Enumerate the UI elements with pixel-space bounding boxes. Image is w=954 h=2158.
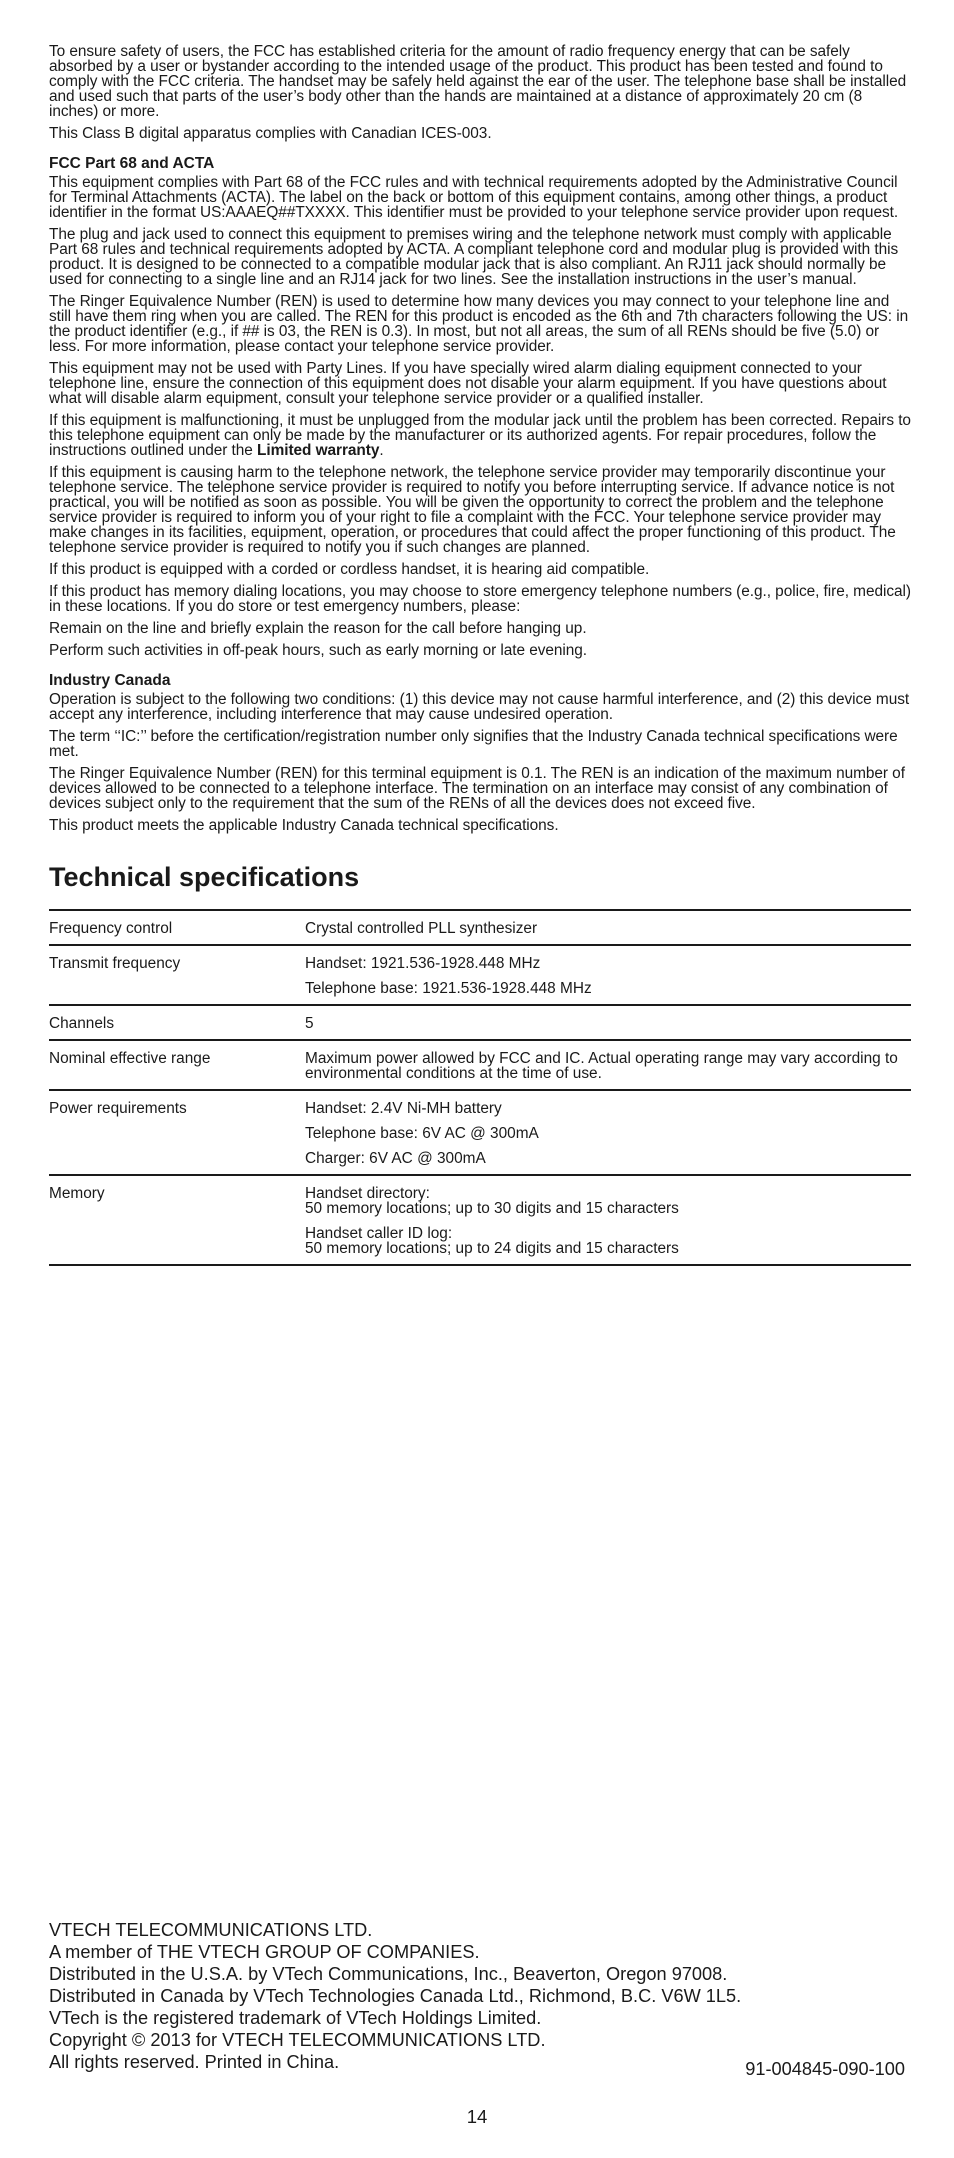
section-title-technical-specifications: Technical specifications: [49, 862, 360, 892]
spec-row: [49, 1005, 911, 1040]
paragraph-party-lines: This equipment may not be used with Party Lines. If you have specially wired alarm dialing equipment connected to your telephone line, ensure the connection of this equipment does not disable your alarm equipment. If you have questions about what will disable alarm equipment, consult your telephone service provider or a qualified installer.: [49, 360, 887, 407]
spec-value-line: Telephone base: 6V AC @ 300mA: [305, 1125, 539, 1142]
paragraph-emergency-numbers: If this product has memory dialing locations, you may choose to store emergency telephone numbers (e.g., police, fire, medical) in these locations. If you do store or test emergency numbers, please:: [49, 583, 911, 615]
footer-line: Copyright © 2013 for VTECH TELECOMMUNICATIONS LTD.: [49, 2030, 546, 2050]
paragraph-ices: This Class B digital apparatus complies with Canadian ICES-003.: [49, 125, 492, 142]
specifications-table: [49, 909, 911, 1266]
spec-value-line: Handset caller ID log: 50 memory locations; up to 24 digits and 15 characters: [305, 1225, 679, 1257]
spec-row: [49, 1040, 911, 1090]
heading-fcc-part-68: FCC Part 68 and ACTA: [49, 155, 215, 172]
paragraph-ic-ren: The Ringer Equivalence Number (REN) for this terminal equipment is 0.1. The REN is an indication of the maximum number of devices allowed to be connected to a telephone interface. The termination on an interface may consist of any combination of devices subject only to the requirement that the sum of the RENs of all the devices does not exceed five.: [49, 765, 905, 812]
spec-value: [305, 1005, 911, 1040]
spec-value: [305, 910, 911, 945]
spec-label: Memory: [49, 1175, 305, 1265]
paragraph-rf-safety: To ensure safety of users, the FCC has established criteria for the amount of radio frequency energy that can be safely absorbed by a user or bystander according to the intended usage of the product. This product has been tested and found to comply with the FCC criteria. The handset may be safely held against the ear of the user. The telephone base shall be installed and used such that parts of the user’s body other than the hands are maintained at a distance of approximately 20 cm (8 inches) or more.: [49, 43, 907, 120]
spec-label: Channels: [49, 1005, 305, 1040]
paragraph-part-68-compliance: This equipment complies with Part 68 of the FCC rules and with technical requirements adopted by the Administrative Council for Terminal Attachments (ACTA). The label on the back or bottom of this equipment contains, among other things, a product identifier in the format US:AAAEQ##TXXXX. This identifier must be provided to your telephone service provider upon request.: [49, 174, 899, 221]
spec-value-line: Handset directory: 50 memory locations; up to 30 digits and 15 characters: [305, 1185, 679, 1217]
spec-label: Power requirements: [49, 1090, 305, 1175]
paragraph-off-peak: Perform such activities in off-peak hours, such as early morning or late evening.: [49, 642, 588, 659]
spec-value: [305, 1040, 911, 1090]
spec-value: [305, 945, 911, 1005]
malfunction-text: If this equipment is malfunctioning, it must be unplugged from the modular jack until the problem has been corrected. Repairs to this telephone equipment can only be made by the manufacturer or its authorized agents. For repair procedures, follow the instructions outlined under the: [49, 412, 911, 459]
paragraph-ic-term: The term ‘‘IC:’’ before the certification/registration number only signifies that the Industry Canada technical specifications were met.: [49, 728, 898, 760]
paragraph-network-harm: If this equipment is causing harm to the telephone network, the telephone service provider may temporarily discontinue your telephone service. The telephone service provider is required to notify you before interrupting service. If advance notice is not practical, you will be notified as soon as possible. You will be given the opportunity to correct the problem and the telephone service provider is required to inform you of your right to file a complaint with the FCC. Your telephone service provider may make changes in its facilities, equipment, operation, or procedures that could affect the proper functioning of this product. The telephone service provider is required to notify you if such changes are planned.: [49, 464, 896, 556]
spec-row: [49, 1175, 911, 1265]
page-number: 14: [466, 2106, 488, 2127]
spec-value-line: Crystal controlled PLL synthesizer: [305, 920, 538, 937]
footer-company-info: [49, 1919, 911, 2073]
paragraph-operation-conditions: Operation is subject to the following two conditions: (1) this device may not cause harmful interference, and (2) this device must accept any interference, including interference that may cause undesired operation.: [49, 691, 910, 723]
spec-value: [305, 1090, 911, 1175]
paragraph-plug-jack: The plug and jack used to connect this equipment to premises wiring and the telephone network must comply with applicable Part 68 rules and technical requirements adopted by ACTA. A compliant telephone cord and modular plug is provided with this product. It is designed to be connected to a compatible modular jack that is also compliant. An RJ11 jack should normally be used for connecting to a single line and an RJ14 jack for two lines. See the installation instructions in the user’s manual.: [49, 226, 899, 288]
footer-line: All rights reserved. Printed in China.: [49, 2052, 340, 2072]
spec-value-line: Handset: 2.4V Ni-MH battery: [305, 1100, 502, 1117]
paragraph-malfunction: [49, 413, 911, 458]
footer-line: VTECH TELECOMMUNICATIONS LTD.: [49, 1920, 373, 1940]
part-number: 91-004845-090-100: [745, 2059, 905, 2079]
spec-value-line: Telephone base: 1921.536-1928.448 MHz: [305, 980, 592, 997]
footer-line: Distributed in Canada by VTech Technologies Canada Ltd., Richmond, B.C. V6W 1L5.: [49, 1986, 742, 2006]
paragraph-ic-meets: This product meets the applicable Industry Canada technical specifications.: [49, 817, 559, 834]
spec-value-line: 5: [305, 1015, 314, 1032]
spec-row: [49, 1090, 911, 1175]
spec-value-line: Charger: 6V AC @ 300mA: [305, 1150, 486, 1167]
spec-value-line: Maximum power allowed by FCC and IC. Actual operating range may vary according to environmental conditions at the time of use.: [305, 1050, 898, 1082]
spec-row: [49, 945, 911, 1005]
spec-label: Frequency control: [49, 910, 305, 945]
footer-line: VTech is the registered trademark of VTech Holdings Limited.: [49, 2008, 542, 2028]
spec-label: Transmit frequency: [49, 945, 305, 1005]
document-body: [49, 44, 911, 1266]
malfunction-period: .: [379, 442, 384, 459]
paragraph-hearing-aid: If this product is equipped with a corded or cordless handset, it is hearing aid compatible.: [49, 561, 650, 578]
spec-value-line: Handset: 1921.536-1928.448 MHz: [305, 955, 541, 972]
footer-line: A member of THE VTECH GROUP OF COMPANIES.: [49, 1942, 480, 1962]
paragraph-ren: The Ringer Equivalence Number (REN) is used to determine how many devices you may connect to your telephone line and still have them ring when you are called. The REN for this product is encoded as the 6th and 7th characters following the US: in the product identifier (e.g., if ## is 03, the REN is 0.3). In most, but not all areas, the sum of all RENs should be five (5.0) or less. For more information, please contact your telephone service provider.: [49, 293, 909, 355]
footer-line: Distributed in the U.S.A. by VTech Communications, Inc., Beaverton, Oregon 97008.: [49, 1964, 728, 1984]
spec-row: [49, 910, 911, 945]
paragraph-remain-on-line: Remain on the line and briefly explain the reason for the call before hanging up.: [49, 620, 587, 637]
limited-warranty-reference: Limited warranty: [257, 442, 380, 459]
spec-value: [305, 1175, 911, 1265]
spec-label: Nominal effective range: [49, 1040, 305, 1090]
heading-industry-canada: Industry Canada: [49, 672, 171, 689]
